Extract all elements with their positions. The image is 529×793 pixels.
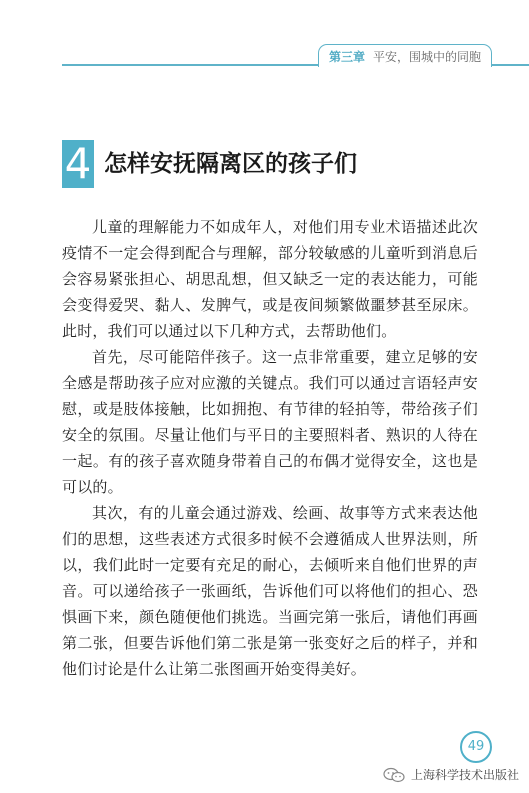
publisher-watermark bbox=[383, 766, 519, 783]
paragraph-2: 首先，尽可能陪伴孩子。这一点非常重要，建立足够的安全感是帮助孩子应对应激的关键点。我们可以通过言语轻声安慰，或是肢体接触，比如拥抱、有节律的轻拍等，带给孩子们安全的氛围。尽量让他们与平日的主要照料者、熟识的人待在一起。有的孩子喜欢随身带着自己的布偶才觉得安全，这也是可以的。 bbox=[62, 348, 478, 496]
chapter-title: 平安，围城中的同胞 bbox=[372, 49, 481, 64]
chapter-header bbox=[318, 44, 492, 67]
wechat-icon bbox=[383, 767, 405, 783]
body-text bbox=[62, 214, 478, 682]
chapter-number: 第三章 bbox=[328, 49, 365, 64]
section-title: 怎样安抚隔离区的孩子们 bbox=[104, 150, 357, 177]
paragraph-3: 其次，有的儿童会通过游戏、绘画、故事等方式来表达他们的思想，这些表述方式很多时候不会遵循成人世界法则，所以，我们此时一定要有充足的耐心，去倾听来自他们世界的声音。可以递给孩子一张画纸，告诉他们可以将他们的担心、恐惧画下来，颜色随便他们挑选。当画完第一张后，请他们再画第二张，但要告诉他们第二张是第一张变好之后的样子，并和他们讨论是什么让第二张图画开始变得美好。 bbox=[62, 504, 478, 678]
publisher-name: 上海科学技术出版社 bbox=[410, 768, 519, 782]
page-number: 49 bbox=[460, 731, 492, 763]
paragraph-1: 儿童的理解能力不如成年人，对他们用专业术语描述此次疫情不一定会得到配合与理解，部分较敏感的儿童听到消息后会容易紧张担心、胡思乱想，但又缺乏一定的表达能力，可能会变得爱哭、黏人、发脾气，或是夜间频繁做噩梦甚至尿床。此时，我们可以通过以下几种方式，去帮助他们。 bbox=[62, 218, 478, 340]
section-number-badge: 4 bbox=[62, 140, 94, 188]
